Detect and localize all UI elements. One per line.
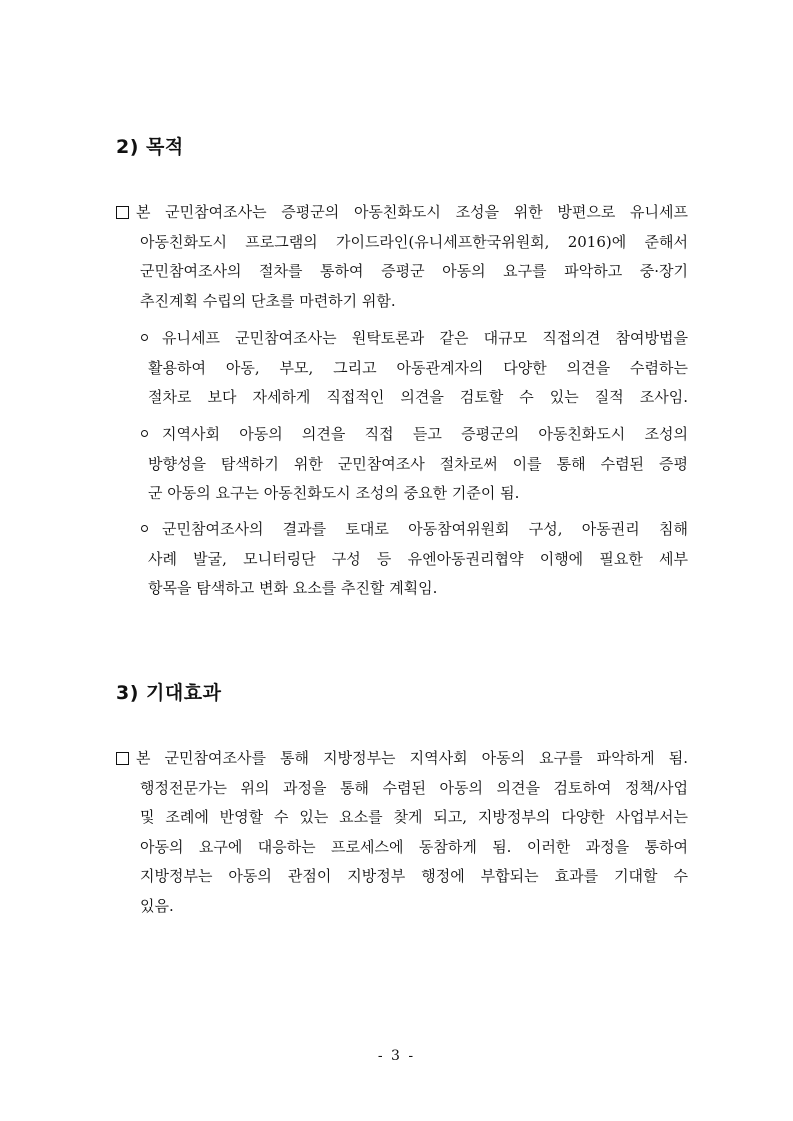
page-number: - 3 - (377, 1048, 416, 1064)
bullet-line: 지역사회 아동의 의견을 직접 듣고 증평군의 아동친화도시 조성의 (162, 425, 688, 443)
section-2-bullet-3 (148, 515, 688, 604)
bullet-line: 방향성을 탐색하기 위한 군민참여조사 절차로써 이를 통해 수렴된 증평 (148, 454, 688, 473)
bullet-line: 활용하여 아동, 부모, 그리고 아동관계자의 다양한 의견을 수렴하는 (148, 358, 688, 377)
paragraph-line: 아동의 요구에 대응하는 프로세스에 동참하게 됨. 이러한 과정을 통하여 (140, 837, 688, 856)
section-3-title: 3) 기대효과 (116, 682, 222, 704)
circle-bullet-icon (141, 525, 148, 532)
paragraph-line: 및 조례에 반영할 수 있는 요소를 찾게 되고, 지방정부의 다양한 사업부서는 (140, 808, 688, 826)
square-bullet-icon (116, 206, 129, 219)
paragraph-line: 아동친화도시 프로그램의 가이드라인(유니세프한국위원회, 2016)에 준해서 (140, 232, 688, 251)
section-3-main-paragraph (136, 744, 688, 921)
section-2-bullet-1 (148, 324, 688, 413)
bullet-line: 항목을 탐색하고 변화 요소를 추진할 계획임. (148, 579, 438, 597)
bullet-line: 군민참여조사의 결과를 토대로 아동참여위원회 구성, 아동권리 침해 (162, 520, 688, 538)
square-bullet-icon (116, 752, 129, 765)
paragraph-line: 행정전문가는 위의 과정을 통해 수렴된 아동의 의견을 검토하여 정책/사업 (140, 778, 688, 797)
paragraph-line: 본 군민참여조사는 증평군의 아동친화도시 조성을 위한 방편으로 유니세프 (136, 203, 688, 221)
circle-bullet-icon (141, 334, 148, 341)
bullet-line: 사례 발굴, 모니터링단 구성 등 유엔아동권리협약 이행에 필요한 세부 (148, 549, 688, 568)
section-2-main-paragraph (136, 198, 688, 316)
bullet-line: 유니세프 군민참여조사는 원탁토론과 같은 대규모 직접의견 참여방법을 (162, 329, 688, 347)
bullet-line: 절차로 보다 자세하게 직접적인 의견을 검토할 수 있는 질적 조사임. (148, 388, 688, 406)
circle-bullet-icon (141, 430, 148, 437)
paragraph-line: 있음. (140, 896, 174, 915)
paragraph-line: 본 군민참여조사를 통해 지방정부는 지역사회 아동의 요구를 파악하게 됨. (136, 749, 688, 767)
bullet-line: 군 아동의 요구는 아동친화도시 조성의 중요한 기준이 됨. (148, 484, 520, 502)
section-2-title: 2) 목적 (116, 136, 184, 158)
section-2-bullet-2 (148, 420, 688, 509)
paragraph-line: 추진계획 수립의 단초를 마련하기 위함. (140, 291, 396, 310)
paragraph-line: 군민참여조사의 절차를 통하여 증평군 아동의 요구를 파악하고 중·장기 (140, 262, 688, 280)
paragraph-line: 지방정부는 아동의 관점이 지방정부 행정에 부합되는 효과를 기대할 수 (140, 867, 688, 885)
